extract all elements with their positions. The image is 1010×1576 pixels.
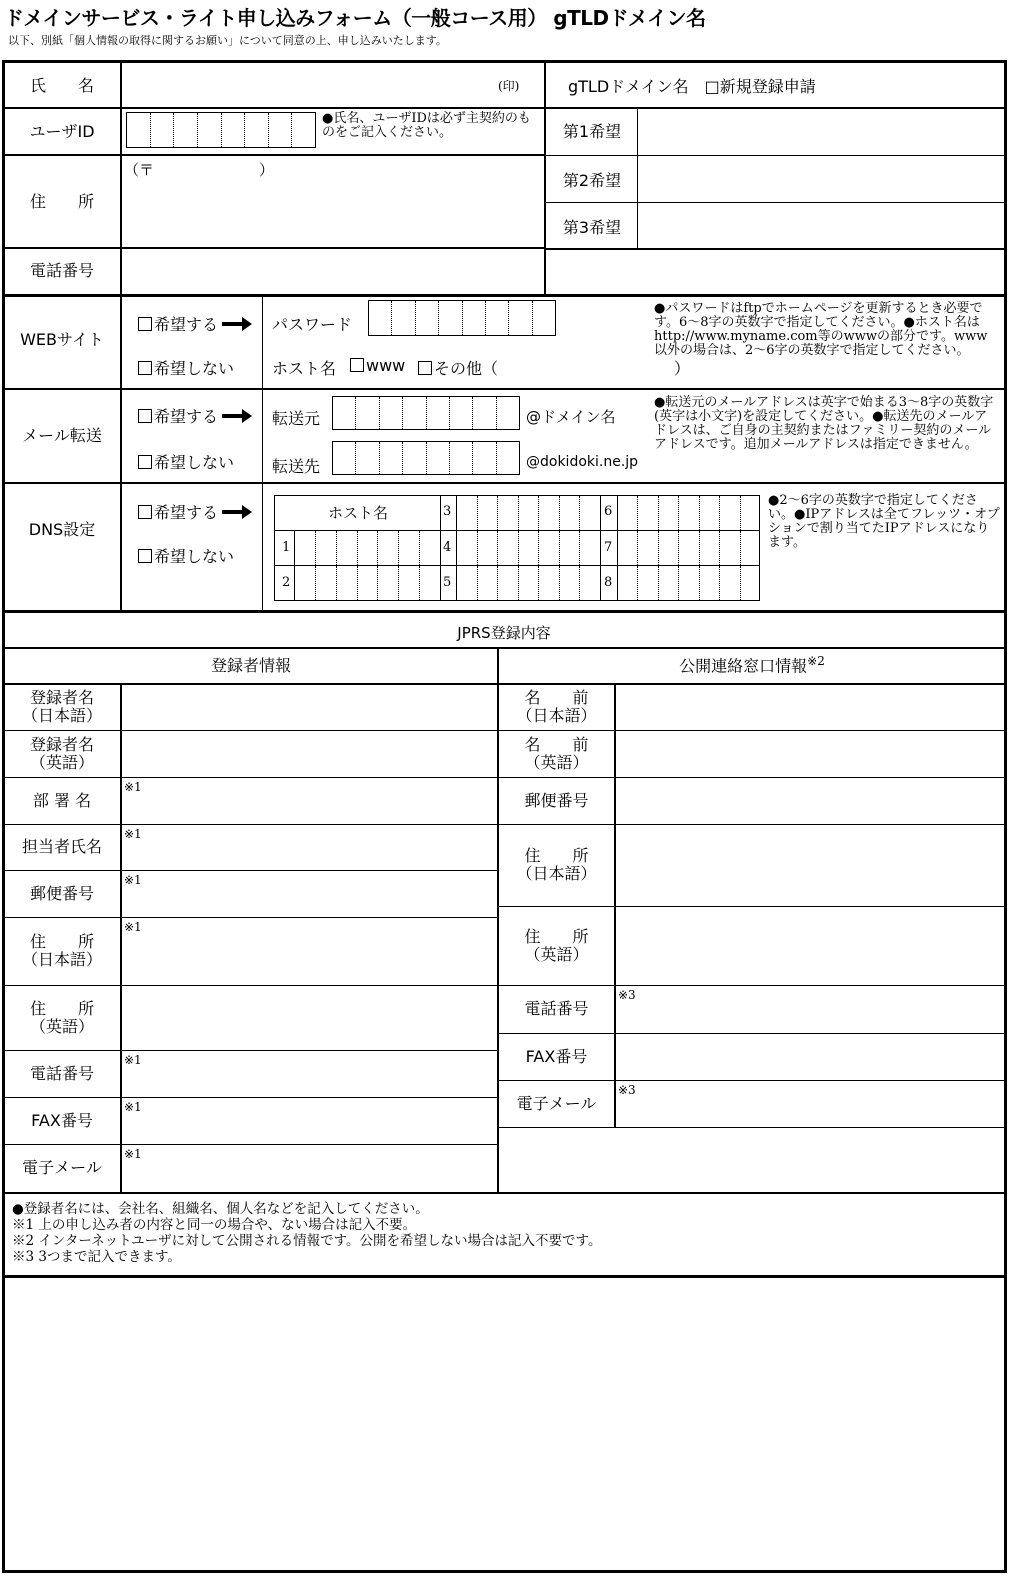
registrant-row-mark: ※1: [124, 873, 142, 887]
footnote-3: ※2 インターネットユーザに対して公開される情報です。公開を希望しない場合は記入不要です。: [12, 1233, 602, 1249]
name-label: 氏 名: [29, 76, 94, 95]
registrant-row-label: 登録者名 （英語）: [29, 734, 94, 772]
footnote-4: ※3 3つまで記入できます。: [12, 1249, 181, 1265]
registrant-row-field[interactable]: [122, 1051, 495, 1096]
contact-row: [499, 684, 1004, 730]
contact-row: [499, 1080, 1004, 1127]
mail-want-option[interactable]: 希望する: [138, 404, 252, 427]
page-subtitle: 以下、別紙「個人情報の取得に関するお願い」について同意の上、申し込みいたします。: [8, 34, 447, 47]
checkbox-icon[interactable]: [350, 358, 364, 372]
dns-input-7[interactable]: [617, 531, 760, 565]
choice3-field[interactable]: [640, 204, 1002, 247]
registrant-row: [4, 1097, 497, 1144]
dns-num-7: 7: [604, 540, 613, 555]
page-title: ドメインサービス・ライト申し込みフォーム（一般コース用） gTLDドメイン名: [4, 6, 706, 30]
choice2-field[interactable]: [640, 157, 1002, 201]
registrant-row-field[interactable]: [122, 685, 495, 729]
registrant-row: [4, 870, 497, 917]
contact-row-field[interactable]: [616, 986, 1002, 1032]
contact-row-field[interactable]: [616, 778, 1002, 823]
registrant-row-label: 電子メール: [22, 1158, 102, 1177]
host-www-option[interactable]: www: [350, 356, 405, 375]
contact-row-label: 電子メール: [516, 1093, 597, 1113]
forward-from-label: 転送元: [272, 409, 321, 428]
mail-label: メール転送: [22, 426, 102, 445]
registrant-row-field[interactable]: [122, 825, 495, 869]
registrant-row-field[interactable]: [122, 1098, 495, 1143]
contact-row-label: 住 所 （英語）: [524, 926, 589, 964]
dns-num-2: 2: [282, 575, 291, 590]
userid-input[interactable]: [126, 112, 316, 148]
registrant-row-field[interactable]: [122, 731, 495, 776]
name-field[interactable]: [122, 62, 482, 106]
dns-label: DNS設定: [28, 520, 96, 539]
host-label: ホスト名: [272, 359, 337, 378]
choice3-label: 第3希望: [562, 218, 622, 237]
checkbox-icon[interactable]: [138, 549, 152, 563]
forward-from-domain: @ドメイン名: [526, 408, 616, 426]
registrant-row-label: 電話番号: [29, 1063, 94, 1083]
dns-num-3: 3: [443, 504, 452, 519]
registrant-row-field[interactable]: [122, 918, 495, 984]
dns-input-1[interactable]: [294, 531, 440, 565]
registrant-row-field[interactable]: [122, 986, 495, 1049]
registrant-row-label: 部 署 名: [32, 790, 92, 810]
choice1-label: 第1希望: [562, 122, 622, 141]
forward-to-domain: @dokidoki.ne.jp: [526, 454, 639, 470]
password-label: パスワード: [272, 315, 353, 334]
registrant-row-label: FAX番号: [31, 1110, 93, 1130]
dns-input-6[interactable]: [617, 496, 760, 530]
choice2-label: 第2希望: [562, 171, 622, 190]
registrant-row-label: 担当者氏名: [21, 837, 102, 856]
web-want-option[interactable]: 希望する: [138, 312, 252, 335]
contact-row: [499, 906, 1004, 985]
forward-from-input[interactable]: [332, 396, 520, 430]
contact-row: [499, 985, 1004, 1033]
registrant-row-mark: ※1: [124, 1100, 142, 1114]
dns-host-header: ホスト名: [327, 504, 388, 522]
arrow-right-icon: [222, 409, 252, 423]
contact-row-label: 郵便番号: [524, 790, 589, 810]
registrant-row-label: 住 所 （英語）: [29, 998, 94, 1036]
contact-row: [499, 730, 1004, 777]
web-label: WEBサイト: [20, 330, 104, 349]
contact-row-label: FAX番号: [525, 1046, 588, 1066]
blank-area: [6, 1280, 1002, 1570]
web-not-want-option[interactable]: 希望しない: [138, 356, 234, 379]
userid-note: ●氏名、ユーザIDは必ず主契約のものをご記入ください。: [322, 111, 531, 140]
checkbox-icon[interactable]: [138, 409, 152, 423]
contact-row-field[interactable]: [616, 1034, 1002, 1079]
address-label: 住 所: [29, 192, 94, 211]
password-input[interactable]: [368, 300, 556, 336]
dns-num-4: 4: [443, 540, 452, 555]
registrant-row: [4, 684, 497, 730]
contact-row-field[interactable]: [616, 1081, 1002, 1126]
contact-row-label: 名 前 （日本語）: [516, 688, 597, 725]
dns-note: ●2～6字の英数字で指定してください。●IPアドレスは全てフレッツ・オプションで割り当てたIPアドレスになります。: [768, 493, 1000, 550]
dns-want-option[interactable]: 希望する: [138, 500, 252, 523]
dns-input-2[interactable]: [294, 566, 440, 600]
web-note: ●パスワードはftpでホームページを更新するとき必要です。6～8字の英数字で指定してください。●ホスト名はhttp://www.myname.com等のwwwの部分です。www以外の場合は、2～6字の英数字で指定してください。: [654, 301, 988, 358]
footnotes: [12, 1201, 601, 1265]
contact-row-field[interactable]: [616, 825, 1002, 905]
registrant-row-field[interactable]: [122, 778, 495, 823]
phone-label: 電話番号: [29, 261, 94, 280]
postal-mark: （〒 ）: [124, 161, 275, 179]
checkbox-icon[interactable]: [138, 455, 152, 469]
registrant-row-label: 郵便番号: [29, 883, 94, 903]
dns-input-8[interactable]: [617, 566, 760, 600]
registrant-row: [4, 730, 497, 777]
footnote-2: ※1 上の申し込み者の内容と同一の場合や、ない場合は記入不要。: [12, 1217, 417, 1233]
registrant-row-mark: ※1: [124, 920, 142, 934]
footnote-1: ●登録者名には、会社名、組織名、個人名などを記入してください。: [12, 1201, 429, 1217]
userid-label: ユーザID: [29, 122, 95, 141]
contact-row-label: 住 所 （日本語）: [516, 846, 597, 883]
contact-row-field[interactable]: [616, 907, 1002, 984]
contact-row-label: 電話番号: [524, 999, 589, 1018]
registrant-row-mark: ※1: [124, 1053, 142, 1067]
dns-num-8: 8: [604, 575, 613, 590]
mail-not-want-option[interactable]: 希望しない: [138, 450, 234, 473]
phone-field[interactable]: [122, 250, 542, 294]
checkbox-icon[interactable]: [418, 361, 432, 375]
contact-row: [499, 1033, 1004, 1080]
registrant-row: [4, 985, 497, 1050]
registrant-row-label: 住 所 （日本語）: [21, 932, 102, 969]
dns-not-want-option[interactable]: 希望しない: [138, 544, 234, 567]
host-other-option[interactable]: その他（ ）: [418, 356, 690, 379]
contact-row-mark: ※3: [618, 1083, 636, 1097]
arrow-right-icon: [222, 317, 252, 331]
forward-to-input[interactable]: [332, 441, 520, 475]
mail-note: ●転送元のメールアドレスは英字で始まる3～8字の英数字(英字は小文字)を設定してください。●転送先のメールアドレスは、ご自身の主契約またはファミリー契約のメールアドレスです。追加メールアドレスは指定できません。: [654, 395, 994, 452]
dns-num-6: 6: [604, 504, 613, 519]
dns-input-3[interactable]: [456, 496, 600, 530]
registrant-row-field[interactable]: [122, 871, 495, 916]
registrant-header: 登録者情報: [210, 656, 291, 675]
address-field[interactable]: [122, 180, 542, 246]
contact-row-mark: ※3: [618, 988, 636, 1002]
seal-mark: (印): [498, 79, 520, 93]
checkbox-icon[interactable]: [138, 505, 152, 519]
registrant-row-mark: ※1: [124, 780, 142, 794]
dns-num-1: 1: [282, 540, 291, 555]
registrant-row-mark: ※1: [124, 827, 142, 841]
dns-input-4[interactable]: [456, 531, 600, 565]
registrant-row: [4, 824, 497, 870]
contact-row-field[interactable]: [616, 731, 1002, 776]
dns-input-5[interactable]: [456, 566, 600, 600]
contact-header: 公開連絡窓口情報$^{※2}$: [679, 654, 825, 676]
registrant-row-field[interactable]: [122, 1145, 495, 1191]
dns-num-5: 5: [443, 575, 452, 590]
registrant-row: [4, 1144, 497, 1192]
contact-row-label: 名 前 （英語）: [524, 734, 589, 772]
forward-to-label: 転送先: [272, 457, 321, 476]
gtld-header[interactable]: gTLDドメイン名 □新規登録申請: [568, 77, 816, 96]
registrant-row-mark: ※1: [124, 1147, 142, 1161]
choice1-field[interactable]: [640, 110, 1002, 154]
registrant-row: [4, 777, 497, 824]
jprs-header: JPRS登録内容: [457, 624, 551, 642]
contact-row-field[interactable]: [616, 685, 1002, 729]
contact-row: [499, 777, 1004, 824]
registrant-row-label: 登録者名 （日本語）: [21, 688, 102, 725]
contact-row: [499, 824, 1004, 906]
registrant-row: [4, 1050, 497, 1097]
checkbox-icon[interactable]: [138, 317, 152, 331]
checkbox-icon[interactable]: [138, 361, 152, 375]
arrow-right-icon: [222, 505, 252, 519]
registrant-row: [4, 917, 497, 985]
